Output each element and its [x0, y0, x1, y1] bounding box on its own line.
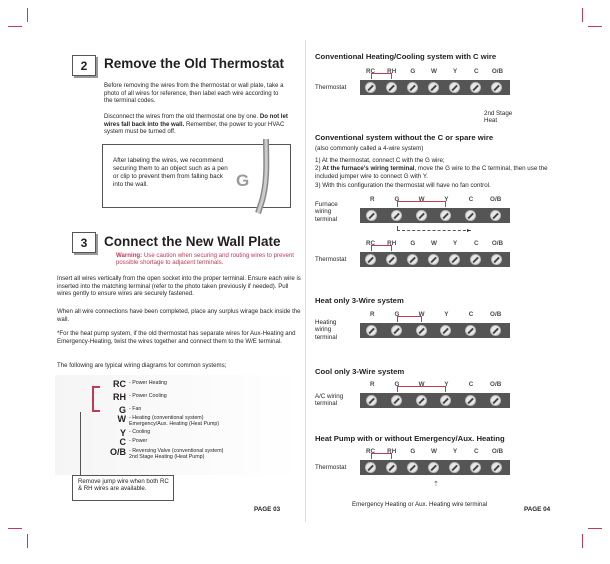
step-number-3: 3: [72, 232, 96, 253]
terminal-label: O/B: [490, 311, 502, 318]
step-2-emphasis: At the furnace's wiring terminal: [322, 165, 415, 172]
terminal-label: R: [370, 196, 375, 203]
step-2-warning-bold: Do not let wires fall back into the wall.: [104, 113, 288, 128]
terminal-screw-icon: [391, 325, 402, 336]
wire-label-g: G: [236, 171, 250, 190]
jumper-note: Remove jump wire when both RC & RH wires are available.: [78, 478, 169, 492]
terminal-screw-icon: [490, 395, 501, 406]
step-2-title: Remove the Old Thermostat: [104, 56, 285, 71]
crop-mark: [27, 534, 28, 548]
terminal-label: RC: [366, 448, 376, 455]
terminal-screw-icon: [407, 82, 418, 93]
terminal-label: Y: [453, 240, 458, 247]
terminal-label: R: [370, 381, 375, 388]
terminal-label: W: [418, 381, 425, 388]
terminal-screw-icon: [407, 462, 418, 473]
terminal-screw-icon: [386, 82, 397, 93]
step-2-para-2a: Disconnect the wires from the old thermostat one by one.: [104, 113, 259, 120]
tip-text: After labeling the wires, we recommend securing them to an object such as a pen or clip to prevent them from falling back into the wall.: [113, 157, 228, 188]
terminal-label: W: [431, 240, 437, 247]
diagram-1-title: Conventional Heating/Cooling system with C wire: [315, 52, 497, 61]
terminal-screw-icon: [416, 395, 427, 406]
step-3-para-4: The following are typical wiring diagrams for common systems;: [57, 362, 227, 369]
terminal-label: C: [468, 196, 474, 203]
diagram-2-row-2-label: Thermostat: [315, 256, 347, 263]
page-number-left: PAGE 03: [254, 506, 281, 513]
terminal-label: W: [431, 448, 437, 455]
terminal-label: C: [474, 240, 479, 247]
terminal-label: O/B: [491, 448, 504, 455]
warning-label: Warning:: [116, 252, 143, 259]
jumper-wire: [397, 386, 446, 392]
terminal-code-description: - Cooling: [129, 429, 151, 435]
page-divider: [305, 40, 306, 522]
diagram-2-step-1: 1) At the thermostat, connect C with the G wire;: [315, 157, 445, 164]
terminal-screw-icon: [465, 395, 476, 406]
wiring-diagram-1: [360, 64, 512, 104]
terminal-label: G: [394, 381, 400, 388]
diagram-1-row-label: Thermostat: [315, 84, 347, 91]
terminal-screw-icon: [391, 395, 402, 406]
terminal-code-description: - Power Cooling: [129, 393, 167, 399]
step-2-prefix: 2): [315, 165, 323, 172]
tip-callout: [102, 144, 291, 208]
wiring-diagram-4: [360, 377, 512, 413]
terminal-label: O/B: [491, 68, 504, 75]
jumper-wire: [397, 201, 446, 207]
terminal-screw-icon: [391, 210, 402, 221]
terminal-screw-icon: [490, 210, 501, 221]
terminal-label: C: [468, 381, 474, 388]
terminal-label: G: [394, 196, 400, 203]
diagram-3-row-label: Heating wiring terminal: [315, 319, 338, 341]
crop-mark: [8, 528, 22, 529]
terminal-label: RH: [387, 68, 397, 75]
terminal-strip: [360, 208, 510, 223]
terminal-code: RH: [113, 392, 126, 402]
terminal-label: W: [418, 311, 425, 318]
jumper-wire: [371, 453, 392, 459]
diagram-2-step-2: [315, 165, 565, 180]
terminal-code-description: - Power Heating: [129, 380, 167, 386]
step-2-rest: , move the G wire to the C terminal, then use the included jumper wire to connect G with Y.: [315, 165, 548, 180]
step-3-para-1: Insert all wires vertically from the open socket into the proper terminal. Ensure each wire is inserted into the matching terminal (refer to the photo taken previously if needed). Pull wires gently to ensure wires are securely fastened.: [57, 275, 301, 298]
terminal-screw-icon: [365, 462, 376, 473]
terminal-label: RC: [366, 240, 376, 247]
warning-message: Use caution when securing and routing wires to prevent possible shortage to adjacent terminals.: [116, 252, 294, 267]
wiring-diagram-3: [360, 307, 512, 343]
terminal-label: W: [418, 196, 425, 203]
diagram-1-note: 2nd Stage Heat: [484, 110, 513, 125]
terminal-label: RH: [387, 448, 397, 455]
terminal-code: Y: [119, 428, 126, 438]
diagram-5-row-label: Thermostat: [315, 464, 347, 471]
terminal-label: Y: [444, 381, 449, 388]
terminal-screw-icon: [365, 82, 376, 93]
crop-mark: [588, 26, 602, 27]
jumper-note-box: [72, 475, 174, 501]
terminal-label: G: [394, 311, 400, 318]
jumper-wire: [371, 245, 392, 251]
step-2-para-1: Before removing the wires from the thermostat or wall plate, take a photo of all wires for reference, then label each wire according to the terminal codes.: [104, 82, 284, 105]
jumper-bracket: [92, 386, 100, 412]
crop-mark: [27, 8, 28, 22]
terminal-screw-icon: [416, 210, 427, 221]
terminal-code-description: - Power: [129, 438, 148, 444]
diagram-2-step-3: 3) With this configuration the thermostat will have no fan control.: [315, 182, 491, 189]
terminal-label: RC: [366, 68, 376, 75]
wiring-diagram-2-furnace: [360, 192, 512, 240]
step-2-para-2c: Remember, the power to your HVAC system must be turned off.: [104, 120, 285, 136]
arrow-right-icon: ▸: [467, 228, 471, 234]
diagram-3-title: Heat only 3-Wire system: [315, 296, 404, 305]
terminal-screw-icon: [465, 210, 476, 221]
terminal-label: G: [410, 448, 416, 455]
terminal-label: Y: [453, 68, 458, 75]
step-3-para-3: *For the heat pump system, if the old thermostat has separate wires for Aux-Heating and Emergency-Heating, twist the wires together and connect them to the W/E terminal.: [57, 330, 296, 345]
terminal-label: C: [474, 68, 479, 75]
step-2-para-2: [104, 113, 289, 136]
terminal-screw-icon: [428, 462, 439, 473]
crop-mark: [582, 8, 583, 22]
terminal-label: Y: [444, 196, 449, 203]
terminal-code: G: [118, 405, 126, 415]
page-number-right: PAGE 04: [524, 506, 551, 513]
jumper-wire: [397, 316, 422, 322]
terminal-label: C: [474, 448, 479, 455]
step-number-2: 2: [72, 55, 96, 76]
terminal-code-description: - Heating (conventional system) Emergency/Aux. Heating (Heat Pump): [129, 415, 220, 427]
terminal-screw-icon: [465, 325, 476, 336]
terminal-label: O/B: [491, 240, 504, 247]
terminal-screw-icon: [490, 325, 501, 336]
terminal-screw-icon: [428, 254, 439, 265]
terminal-label: G: [410, 240, 416, 247]
diagram-5-title: Heat Pump with or without Emergency/Aux. Heating: [315, 434, 505, 443]
terminal-label: Y: [444, 311, 449, 318]
terminal-screw-icon: [386, 462, 397, 473]
jumper-wire: [371, 73, 392, 79]
diagram-5-note: Emergency Heating or Aux. Heating wire terminal: [352, 501, 488, 508]
terminal-label: C: [468, 311, 474, 318]
terminal-strip: [360, 323, 510, 338]
wire-move-arrow: [397, 226, 471, 231]
terminal-label: R: [370, 311, 375, 318]
wiring-diagram-5: [360, 444, 512, 480]
crop-mark: [8, 26, 22, 27]
diagram-2-title: Conventional system without the C or spare wire: [315, 133, 494, 142]
diagram-4-row-label: A/C wiring terminal: [315, 393, 344, 408]
terminal-label: O/B: [490, 381, 502, 388]
terminal-screw-icon: [416, 325, 427, 336]
arrow-up-icon: ⇡: [433, 481, 439, 488]
terminal-code-description: - Fan: [129, 406, 142, 412]
terminal-label: RH: [387, 240, 397, 247]
terminal-code-description: - Reversing Valve (conventional system) 2nd Stage Heating (Heat Pump): [129, 448, 224, 460]
terminal-screw-icon: [365, 254, 376, 265]
step-3-title: Connect the New Wall Plate: [104, 234, 281, 249]
terminal-label: O/B: [490, 196, 502, 203]
terminal-code: O/B: [109, 447, 126, 457]
terminal-label: W: [431, 68, 437, 75]
terminal-label: G: [410, 68, 416, 75]
diagram-2-subtitle: (also commonly called a 4-wire system): [315, 145, 424, 152]
terminal-screw-icon: [407, 254, 418, 265]
crop-mark: [582, 534, 583, 548]
step-3-para-2: When all wire connections have been completed, place any surplus wirage back inside the wall.: [57, 308, 301, 323]
wiring-diagram-2-thermostat: [360, 236, 512, 272]
warning-text: [116, 252, 296, 266]
terminal-strip: [360, 393, 510, 408]
terminal-code: W: [117, 414, 126, 424]
crop-mark: [588, 528, 602, 529]
terminal-screw-icon: [386, 254, 397, 265]
terminal-label: Y: [453, 448, 458, 455]
terminal-code: C: [119, 437, 126, 447]
terminal-code: RC: [113, 379, 126, 389]
jumper-note-leader: [80, 412, 81, 475]
diagram-4-title: Cool only 3-Wire system: [315, 367, 405, 376]
diagram-2-row-1-label: Furnace wiring terminal: [315, 201, 338, 223]
terminal-screw-icon: [428, 82, 439, 93]
